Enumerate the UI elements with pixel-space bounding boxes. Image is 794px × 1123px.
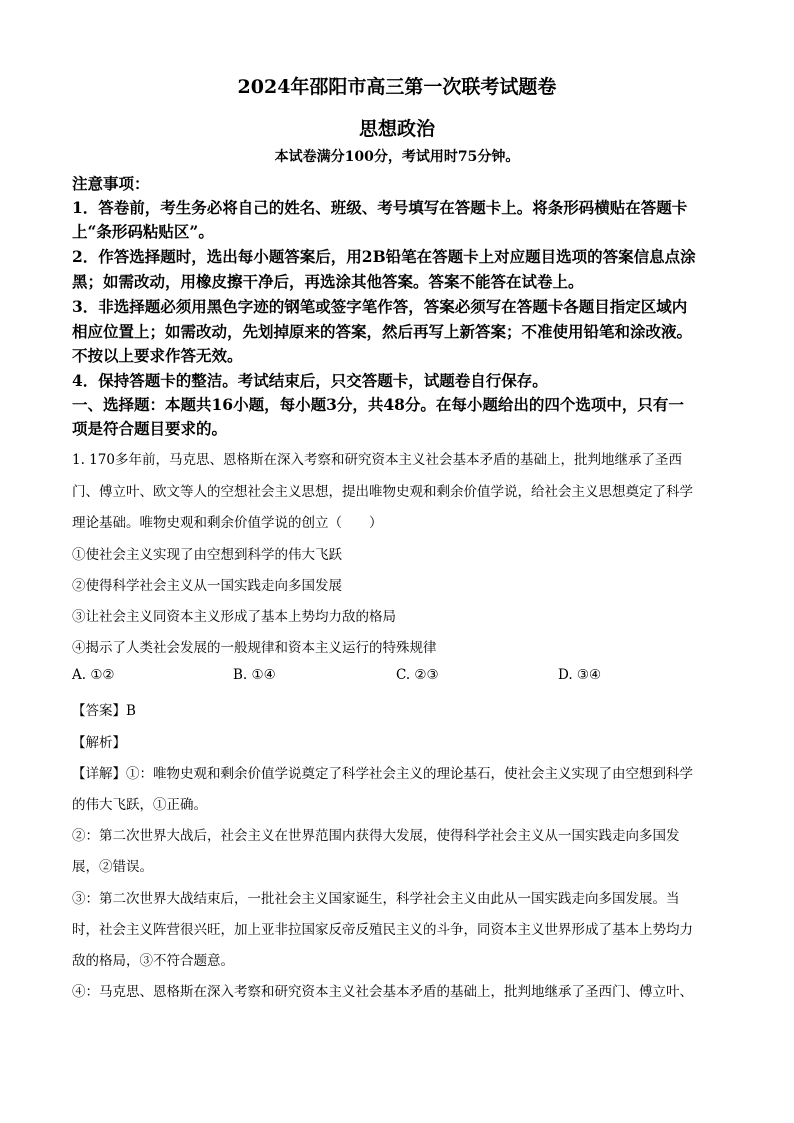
question-stem: 门、傅立叶、欧文等人的空想社会主义思想，提出唯物史观和剩余价值学说，给社会主义思想奠定了科学 xyxy=(72,484,693,500)
answer-label: 【答案】B xyxy=(72,703,136,719)
analysis-line: 的伟大飞跃，①正确。 xyxy=(72,797,207,813)
notice-line: 相应位置上；如需改动，先划掉原来的答案，然后再写上新答案；不准使用铅笔和涂改液。 xyxy=(72,322,693,341)
question-stem: 1. 170多年前，马克思、恩格斯在深入考察和研究资本主义社会基本矛盾的基础上，批判地继承了圣西 xyxy=(72,452,682,468)
notice-line: 1．答卷前，考生务必将自己的姓名、班级、考号填写在答题卡上。将条形码横贴在答题卡 xyxy=(72,198,688,217)
notice-line: 3．非选择题必须用黑色字迹的钢笔或签字笔作答，答案必须写在答题卡各题目指定区域内 xyxy=(72,297,688,316)
analysis-line: 时，社会主义阵营很兴旺，加上亚非拉国家反帝反殖民主义的斗争，同资本主义世界形成了基本上势均力 xyxy=(72,922,693,938)
section-heading: 项是符合题目要求的。 xyxy=(72,419,228,438)
notice-line: 黑；如需改动，用橡皮擦干净后，再选涂其他答案。答案不能答在试卷上。 xyxy=(72,272,584,291)
option-c: C. ②③ xyxy=(396,667,439,683)
notice-line: 不按以上要求作答无效。 xyxy=(72,346,243,365)
notice-line: 2．作答选择题时，选出每小题答案后，用2B铅笔在答题卡上对应题目选项的答案信息点涂 xyxy=(72,247,696,266)
notice-heading: 注意事项： xyxy=(72,174,150,193)
analysis-label: 【解析】 xyxy=(72,735,126,751)
option-b: B. ①④ xyxy=(233,667,276,683)
statement: ②使得科学社会主义从一国实践走向多国发展 xyxy=(72,578,342,594)
exam-info: 本试卷满分100分，考试用时75分钟。 xyxy=(274,149,520,165)
section-heading: 一、选择题：本题共16小题，每小题3分，共48分。在每小题给出的四个选项中，只有一 xyxy=(72,395,684,414)
analysis-line: ③：第二次世界大战结束后，一批社会主义国家诞生，科学社会主义由此从一国实践走向多国发展。当 xyxy=(72,891,680,907)
notice-line: 上“条形码粘贴区”。 xyxy=(72,222,214,241)
statement: ③让社会主义同资本主义形成了基本上势均力敌的格局 xyxy=(72,609,396,625)
option-d: D. ③④ xyxy=(558,667,602,683)
notice-line: 4．保持答题卡的整洁。考试结束后，只交答题卡，试题卷自行保存。 xyxy=(72,371,548,390)
analysis-line: ②：第二次世界大战后，社会主义在世界范围内获得大发展，使得科学社会主义从一国实践走向多国发 xyxy=(72,828,680,844)
analysis-line: 展，②错误。 xyxy=(72,859,153,875)
analysis-line: 【详解】①：唯物史观和剩余价值学说奠定了科学社会主义的理论基石，使社会主义实现了由空想到科学 xyxy=(72,766,693,782)
question-stem: 理论基础。唯物史观和剩余价值学说的创立（ ） xyxy=(72,515,383,531)
analysis-line: 敌的格局，③不符合题意。 xyxy=(72,953,234,969)
exam-subject: 思想政治 xyxy=(358,118,435,140)
exam-title: 2024年邵阳市高三第一次联考试题卷 xyxy=(237,76,557,98)
option-a: A. ①② xyxy=(72,667,115,683)
statement: ①使社会主义实现了由空想到科学的伟大飞跃 xyxy=(72,547,342,563)
analysis-line: ④：马克思、恩格斯在深入考察和研究资本主义社会基本矛盾的基础上，批判地继承了圣西门、傅立叶、 xyxy=(72,984,693,1000)
statement: ④揭示了人类社会发展的一般规律和资本主义运行的特殊规律 xyxy=(72,640,437,656)
